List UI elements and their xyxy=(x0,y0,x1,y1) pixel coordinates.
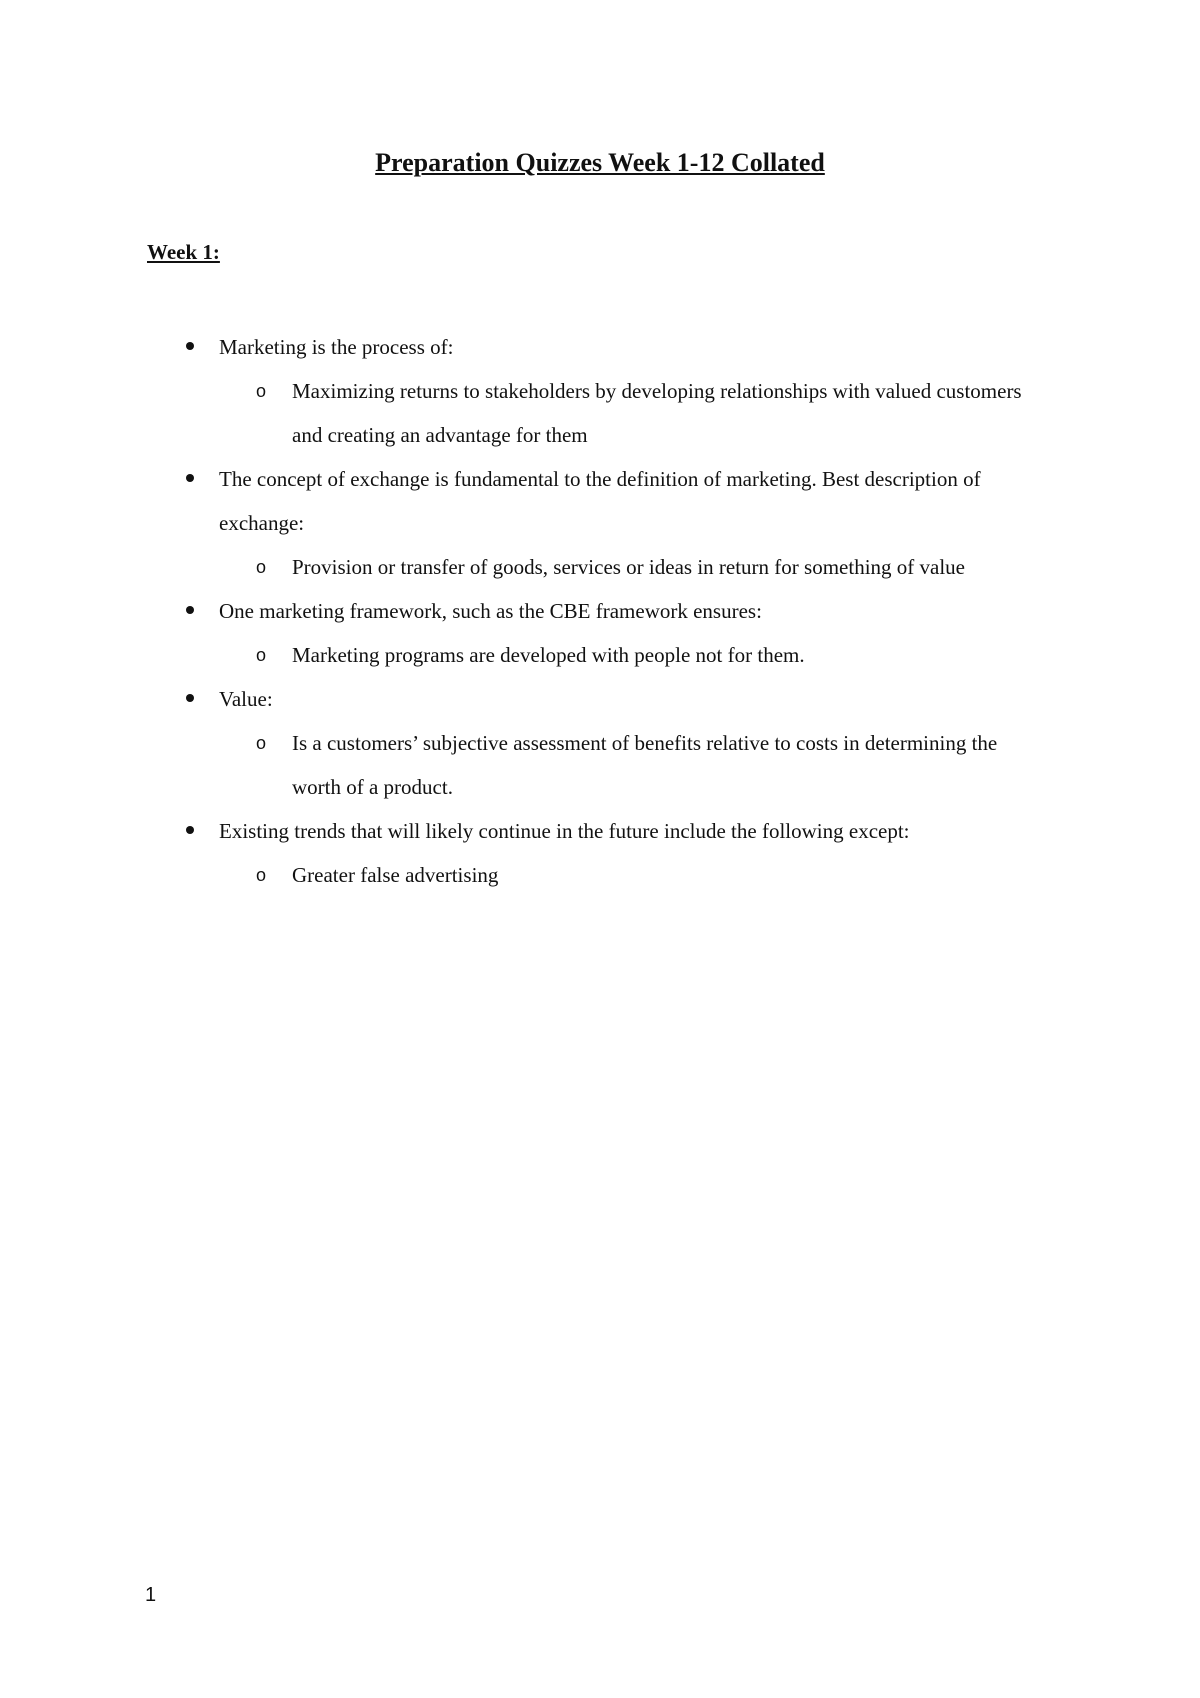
bullet-icon xyxy=(186,342,194,350)
answer-marker: o xyxy=(256,733,267,753)
question-list xyxy=(0,325,1200,897)
answer-line xyxy=(0,545,1200,589)
answer-line xyxy=(0,721,1200,809)
question-line xyxy=(0,325,1200,369)
question-text: One marketing framework, such as the CBE framework ensures: xyxy=(219,599,762,623)
question-line xyxy=(0,589,1200,633)
question-line xyxy=(0,457,1200,545)
answer-marker: o xyxy=(256,645,267,665)
page-number: 1 xyxy=(145,1584,157,1606)
document-title: Preparation Quizzes Week 1-12 Collated xyxy=(375,148,825,177)
answer-text: Maximizing returns to stakeholders by developing relationships with valued customers and creating an advantage for them xyxy=(292,379,1022,447)
answer-text: Marketing programs are developed with people not for them. xyxy=(292,643,805,667)
answer-text: Greater false advertising xyxy=(292,863,499,887)
bullet-icon xyxy=(186,694,194,702)
question-line xyxy=(0,677,1200,721)
question-text: Existing trends that will likely continue in the future include the following except: xyxy=(219,819,910,843)
question-text: Marketing is the process of: xyxy=(219,335,454,359)
question-text: The concept of exchange is fundamental to the definition of marketing. Best description of exchange: xyxy=(219,467,981,535)
question-item xyxy=(0,677,1200,809)
bullet-icon xyxy=(186,826,194,834)
question-item xyxy=(0,325,1200,457)
answer-line xyxy=(0,633,1200,677)
answer-marker: o xyxy=(256,557,267,577)
answer-marker: o xyxy=(256,865,267,885)
question-text: Value: xyxy=(219,687,273,711)
answer-text: Is a customers’ subjective assessment of benefits relative to costs in determining the worth of a product. xyxy=(292,731,998,799)
answer-text: Provision or transfer of goods, services or ideas in return for something of value xyxy=(292,555,966,579)
answer-line xyxy=(0,853,1200,897)
bullet-icon xyxy=(186,474,194,482)
question-line xyxy=(0,809,1200,853)
section-heading-week-1: Week 1: xyxy=(147,240,220,264)
question-item xyxy=(0,457,1200,589)
question-item xyxy=(0,589,1200,677)
bullet-icon xyxy=(186,606,194,614)
answer-marker: o xyxy=(256,381,267,401)
answer-line xyxy=(0,369,1200,457)
question-item xyxy=(0,809,1200,897)
